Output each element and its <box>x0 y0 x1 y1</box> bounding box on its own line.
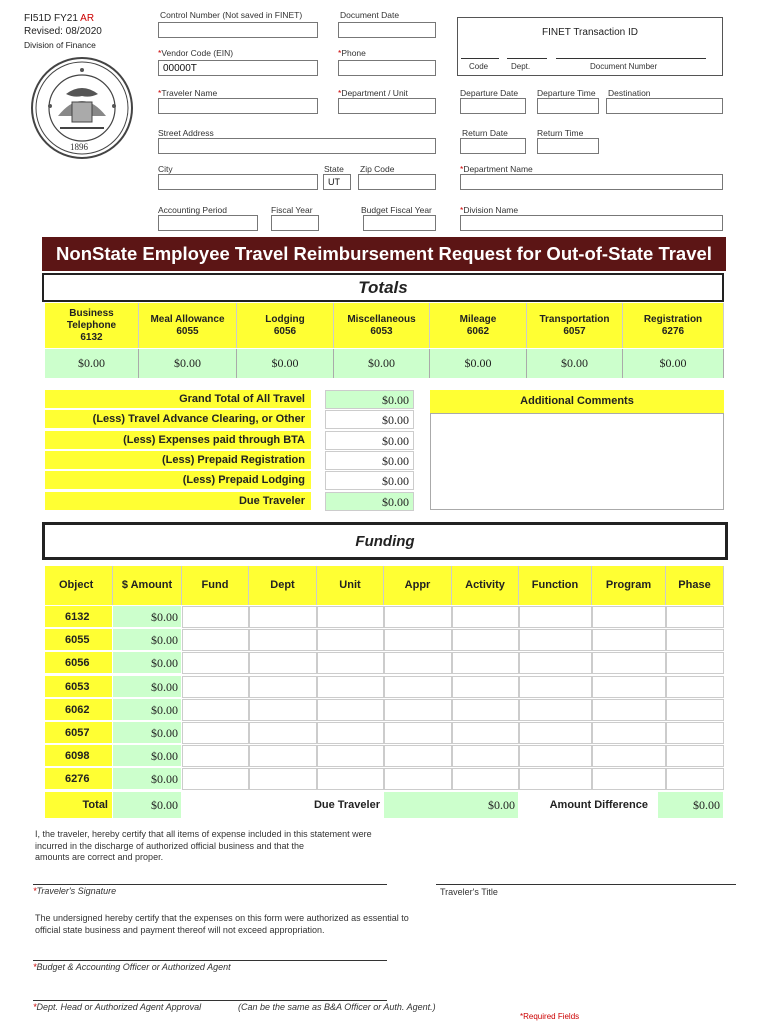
funding-cell-fund[interactable] <box>182 699 249 721</box>
street-address-field[interactable] <box>158 138 436 154</box>
funding-cell-dept[interactable] <box>249 629 317 651</box>
totals-header-text <box>347 314 415 338</box>
vendor-code-label-text: Vendor Code (EIN) <box>161 48 234 58</box>
summary-label-1: (Less) Travel Advance Clearing, or Other <box>45 410 311 429</box>
certification-line-1: I, the traveler, hereby certify that all items of expense included in this statement were <box>35 829 372 839</box>
required-mark: * <box>158 48 162 58</box>
totals-header-1 <box>139 303 237 348</box>
totals-value-1: $0.00 <box>139 349 237 378</box>
funding-cell-activity[interactable] <box>452 606 519 628</box>
funding-cell-function[interactable] <box>519 699 592 721</box>
funding-cell-fund[interactable] <box>182 606 249 628</box>
finet-docnum-line[interactable] <box>556 58 706 59</box>
authorization-line-1: The undersigned hereby certify that the expenses on this form were authorized as essential to <box>35 913 409 923</box>
funding-total-value: $0.00 <box>113 792 181 818</box>
dept-head-signature-line[interactable] <box>33 1000 387 1001</box>
funding-cell-appr[interactable] <box>384 676 452 698</box>
certification-line-3: amounts are correct and proper. <box>35 852 164 862</box>
summary-value-0: $0.00 <box>325 390 414 409</box>
totals-header-line: 6132 <box>80 331 103 343</box>
funding-cell-fund[interactable] <box>182 722 249 744</box>
totals-header-text <box>539 314 609 338</box>
finet-dept-label: Dept. <box>511 62 531 71</box>
funding-amount: $0.00 <box>113 652 181 674</box>
funding-object: 6098 <box>45 745 112 767</box>
required-mark: * <box>33 1002 37 1012</box>
traveler-certification <box>35 829 372 864</box>
fiscal-year-label: Fiscal Year <box>271 205 313 215</box>
summary-label-4: (Less) Prepaid Lodging <box>45 471 311 490</box>
funding-header-program: Program <box>592 566 666 605</box>
funding-amount: $0.00 <box>113 722 181 744</box>
funding-cell-phase[interactable] <box>666 768 724 790</box>
departure-date-label: Departure Date <box>460 88 519 98</box>
traveler-signature-label-text: Traveler's Signature <box>36 886 117 896</box>
return-time-label: Return Time <box>537 128 584 138</box>
funding-object: 6057 <box>45 722 112 744</box>
totals-header-line: Miscellaneous <box>347 313 416 325</box>
summary-value-1[interactable]: $0.00 <box>325 410 414 429</box>
totals-value-3: $0.00 <box>334 349 430 378</box>
totals-header-6 <box>623 303 724 348</box>
destination-field[interactable] <box>606 98 723 114</box>
summary-label-5: Due Traveler <box>45 492 311 511</box>
control-number-field[interactable] <box>158 22 318 38</box>
funding-cell-function[interactable] <box>519 652 592 674</box>
totals-value-2: $0.00 <box>237 349 334 378</box>
funding-header-phase: Phase <box>666 566 724 605</box>
required-mark: * <box>158 88 162 98</box>
funding-cell-unit[interactable] <box>317 606 384 628</box>
funding-header-fund: Fund <box>182 566 249 605</box>
summary-value-3[interactable]: $0.00 <box>325 451 414 470</box>
funding-cell-dept[interactable] <box>249 676 317 698</box>
required-mark: * <box>520 1012 524 1021</box>
funding-cell-program[interactable] <box>592 699 666 721</box>
totals-header-text <box>460 314 497 338</box>
funding-object: 6053 <box>45 676 112 698</box>
state-label: State <box>324 164 344 174</box>
totals-header-line: Mileage <box>459 313 497 325</box>
totals-header-3 <box>334 303 430 348</box>
totals-header-0 <box>45 303 139 348</box>
summary-label-0: Grand Total of All Travel <box>45 390 311 409</box>
budget-officer-label <box>33 962 231 972</box>
zip-code-field[interactable] <box>358 174 436 190</box>
funding-cell-activity[interactable] <box>452 629 519 651</box>
totals-header-line: 6053 <box>370 325 393 337</box>
totals-header-2 <box>237 303 334 348</box>
funding-cell-dept[interactable] <box>249 606 317 628</box>
funding-cell-dept[interactable] <box>249 722 317 744</box>
required-fields-text: Required Fields <box>523 1012 580 1021</box>
traveler-name-label-text: Traveler Name <box>161 88 218 98</box>
additional-comments-field[interactable] <box>430 413 724 510</box>
traveler-name-field[interactable] <box>158 98 318 114</box>
totals-header-text <box>265 314 304 338</box>
funding-cell-function[interactable] <box>519 606 592 628</box>
totals-header-line: Meal Allowance <box>150 313 225 325</box>
funding-cell-appr[interactable] <box>384 606 452 628</box>
required-mark: * <box>338 48 342 58</box>
departure-date-field[interactable] <box>460 98 526 114</box>
totals-header-line: Business <box>69 307 114 319</box>
funding-amount: $0.00 <box>113 629 181 651</box>
required-mark: * <box>33 962 37 972</box>
document-date-label: Document Date <box>340 10 400 20</box>
state-field[interactable]: UT <box>323 174 351 190</box>
funding-cell-fund[interactable] <box>182 676 249 698</box>
summary-value-4[interactable]: $0.00 <box>325 471 414 490</box>
funding-cell-phase[interactable] <box>666 676 724 698</box>
funding-cell-appr[interactable] <box>384 745 452 767</box>
funding-cell-unit[interactable] <box>317 652 384 674</box>
totals-title: Totals <box>42 273 724 302</box>
funding-cell-fund[interactable] <box>182 768 249 790</box>
funding-cell-unit[interactable] <box>317 745 384 767</box>
funding-cell-program[interactable] <box>592 629 666 651</box>
funding-cell-program[interactable] <box>592 606 666 628</box>
form-code <box>24 13 94 24</box>
department-unit-label-text: Department / Unit <box>341 88 408 98</box>
funding-cell-phase[interactable] <box>666 629 724 651</box>
funding-cell-program[interactable] <box>592 676 666 698</box>
funding-cell-phase[interactable] <box>666 606 724 628</box>
division-name-label-text: Division Name <box>463 205 519 215</box>
funding-amount: $0.00 <box>113 676 181 698</box>
departure-time-field[interactable] <box>537 98 599 114</box>
totals-header-text <box>150 314 224 338</box>
dept-head-label <box>33 1002 201 1012</box>
funding-object: 6056 <box>45 652 112 674</box>
accounting-period-label: Accounting Period <box>158 205 227 215</box>
funding-cell-unit[interactable] <box>317 629 384 651</box>
budget-officer-signature-line[interactable] <box>33 960 387 961</box>
control-number-label: Control Number (Not saved in FINET) <box>160 10 303 20</box>
finet-transaction-label: FINET Transaction ID <box>542 27 638 38</box>
funding-cell-appr[interactable] <box>384 652 452 674</box>
destination-label: Destination <box>608 88 651 98</box>
budget-officer-label-text: Budget & Accounting Officer or Authorized Agent <box>36 962 231 972</box>
funding-cell-appr[interactable] <box>384 699 452 721</box>
funding-object: 6062 <box>45 699 112 721</box>
funding-cell-program[interactable] <box>592 745 666 767</box>
funding-cell-unit[interactable] <box>317 722 384 744</box>
required-mark: * <box>33 886 37 896</box>
funding-header-activity: Activity <box>452 566 519 605</box>
return-date-field[interactable] <box>460 138 526 154</box>
accounting-period-field[interactable] <box>158 215 258 231</box>
funding-cell-function[interactable] <box>519 745 592 767</box>
traveler-signature-label <box>33 886 116 896</box>
funding-title: Funding <box>42 522 728 560</box>
required-mark: * <box>338 88 342 98</box>
department-name-label <box>460 164 533 174</box>
totals-header-line: Lodging <box>265 313 305 325</box>
funding-cell-fund[interactable] <box>182 629 249 651</box>
funding-cell-unit[interactable] <box>317 676 384 698</box>
division-of-finance: Division of Finance <box>24 40 96 50</box>
required-mark: * <box>460 164 464 174</box>
additional-comments-label: Additional Comments <box>430 390 724 413</box>
department-unit-field[interactable] <box>338 98 436 114</box>
funding-total-label: Total <box>45 792 112 818</box>
required-fields-note <box>520 1012 579 1021</box>
funding-amount: $0.00 <box>113 606 181 628</box>
funding-object: 6132 <box>45 606 112 628</box>
phone-label <box>338 48 366 58</box>
zip-code-label: Zip Code <box>360 164 395 174</box>
funding-cell-unit[interactable] <box>317 699 384 721</box>
funding-cell-phase[interactable] <box>666 745 724 767</box>
totals-value-0: $0.00 <box>45 349 139 378</box>
authorization-line-2: official state business and payment thereof will not exceed appropriation. <box>35 924 325 935</box>
dept-head-label-text: Dept. Head or Authorized Agent Approval <box>36 1002 202 1012</box>
totals-header-line: 6276 <box>661 325 685 337</box>
traveler-signature-line[interactable] <box>33 884 387 885</box>
summary-value-2[interactable]: $0.00 <box>325 431 414 450</box>
funding-cell-activity[interactable] <box>452 722 519 744</box>
funding-cell-program[interactable] <box>592 722 666 744</box>
traveler-name-label <box>158 88 217 98</box>
dept-head-note: (Can be the same as B&A Officer or Auth. Agent.) <box>238 1002 436 1012</box>
finet-docnum-label: Document Number <box>590 62 658 71</box>
certification-line-2: incurred in the discharge of authorized official business and that the <box>35 840 305 851</box>
funding-cell-fund[interactable] <box>182 652 249 674</box>
funding-header-dept: Dept <box>249 566 317 605</box>
form-title: NonState Employee Travel Reimbursement Request for Out-of-State Travel <box>42 237 726 271</box>
totals-value-4: $0.00 <box>430 349 527 378</box>
city-field[interactable] <box>158 174 318 190</box>
funding-cell-phase[interactable] <box>666 652 724 674</box>
funding-cell-unit[interactable] <box>317 768 384 790</box>
division-name-field[interactable] <box>460 215 723 231</box>
funding-cell-function[interactable] <box>519 629 592 651</box>
funding-header-amount: $ Amount <box>113 566 182 605</box>
finet-code-line[interactable] <box>461 58 499 59</box>
departure-time-label: Departure Time <box>537 88 596 98</box>
state-seal-icon <box>30 56 134 160</box>
city-label: City <box>158 164 173 174</box>
totals-header-line: Transportation <box>539 313 610 325</box>
totals-header-line: 6055 <box>176 325 199 337</box>
totals-header-line: Registration <box>643 313 703 325</box>
funding-header-appr: Appr <box>384 566 452 605</box>
funding-cell-activity[interactable] <box>452 676 519 698</box>
phone-field[interactable] <box>338 60 436 76</box>
funding-amount: $0.00 <box>113 768 181 790</box>
funding-cell-dept[interactable] <box>249 768 317 790</box>
totals-header-4 <box>430 303 527 348</box>
phone-label-text: Phone <box>341 48 366 58</box>
street-address-label: Street Address <box>158 128 214 138</box>
fiscal-year-field[interactable] <box>271 215 319 231</box>
funding-header-unit: Unit <box>317 566 384 605</box>
department-name-label-text: Department Name <box>463 164 533 174</box>
funding-cell-dept[interactable] <box>249 745 317 767</box>
totals-header-line: 6057 <box>563 325 586 337</box>
funding-header-object: Object <box>45 566 113 605</box>
return-time-field[interactable] <box>537 138 599 154</box>
totals-value-6: $0.00 <box>623 349 724 378</box>
funding-cell-appr[interactable] <box>384 768 452 790</box>
amount-difference-label: Amount Difference <box>549 799 648 811</box>
revised-date: Revised: 08/2020 <box>24 26 102 37</box>
funding-cell-fund[interactable] <box>182 745 249 767</box>
summary-label-2: (Less) Expenses paid through BTA <box>45 431 311 450</box>
department-name-field[interactable] <box>460 174 723 190</box>
totals-value-5: $0.00 <box>527 349 623 378</box>
summary-label-3: (Less) Prepaid Registration <box>45 451 311 470</box>
funding-cell-phase[interactable] <box>666 699 724 721</box>
finet-dept-line[interactable] <box>507 58 547 59</box>
totals-header-line: 6062 <box>466 325 490 337</box>
funding-cell-activity[interactable] <box>452 699 519 721</box>
funding-cell-dept[interactable] <box>249 699 317 721</box>
summary-value-5: $0.00 <box>325 492 414 511</box>
totals-header-text <box>644 314 702 338</box>
funding-object: 6055 <box>45 629 112 651</box>
traveler-title-line[interactable] <box>436 884 736 885</box>
funding-cell-activity[interactable] <box>452 652 519 674</box>
funding-cell-function[interactable] <box>519 768 592 790</box>
funding-amount: $0.00 <box>113 699 181 721</box>
funding-cell-dept[interactable] <box>249 652 317 674</box>
budget-fiscal-year-field[interactable] <box>363 215 436 231</box>
funding-amount: $0.00 <box>113 745 181 767</box>
funding-cell-program[interactable] <box>592 652 666 674</box>
funding-cell-appr[interactable] <box>384 722 452 744</box>
funding-cell-phase[interactable] <box>666 722 724 744</box>
form-code-suffix: AR <box>80 13 95 24</box>
budget-fiscal-year-label: Budget Fiscal Year <box>361 205 432 215</box>
funding-cell-appr[interactable] <box>384 629 452 651</box>
department-unit-label <box>338 88 408 98</box>
due-traveler-label: Due Traveler <box>313 799 380 811</box>
svg-text:1896: 1896 <box>70 142 88 152</box>
form-code-text: FI51D FY21 <box>24 13 78 24</box>
funding-object: 6276 <box>45 768 112 790</box>
authorization-statement <box>35 913 409 936</box>
finet-code-label: Code <box>469 62 489 71</box>
totals-header-text <box>67 308 116 344</box>
traveler-title-label: Traveler's Title <box>440 887 498 897</box>
funding-cell-program[interactable] <box>592 768 666 790</box>
totals-header-line: Telephone <box>66 319 117 331</box>
amount-difference-value: $0.00 <box>658 792 723 818</box>
funding-cell-activity[interactable] <box>452 745 519 767</box>
funding-header-function: Function <box>519 566 592 605</box>
funding-cell-function[interactable] <box>519 722 592 744</box>
funding-cell-activity[interactable] <box>452 768 519 790</box>
totals-header-5 <box>527 303 623 348</box>
division-name-label <box>460 205 518 215</box>
document-date-field[interactable] <box>338 22 436 38</box>
vendor-code-label <box>158 48 233 58</box>
funding-cell-function[interactable] <box>519 676 592 698</box>
required-mark: * <box>460 205 464 215</box>
return-date-label: Return Date <box>462 128 508 138</box>
totals-header-line: 6056 <box>273 325 297 337</box>
vendor-code-field[interactable]: 00000T <box>158 60 318 76</box>
due-traveler-value: $0.00 <box>384 792 518 818</box>
